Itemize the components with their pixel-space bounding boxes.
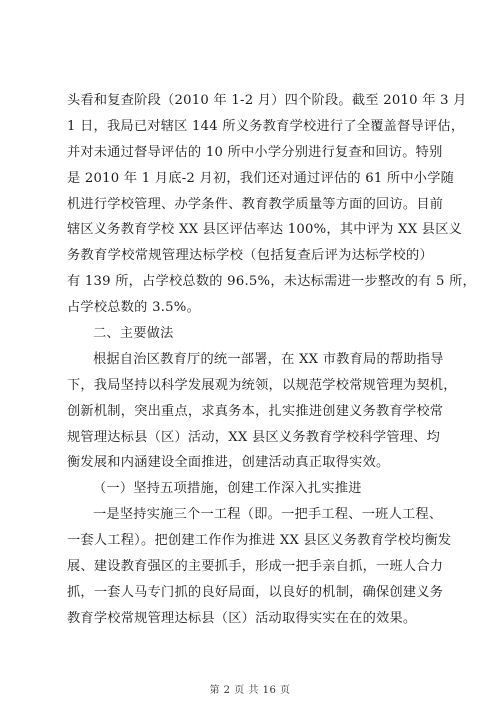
section-heading-main-practices: 二、主要做法 xyxy=(93,326,174,342)
text-line: 并对未通过督导评估的 10 所中小学分别进行复查和回访。特别 xyxy=(67,144,443,160)
text-line: 机进行学校管理、办学条件、教育教学质量等方面的回访。目前 xyxy=(67,196,444,212)
text-line: 头看和复查阶段（2010 年 1-2 月）四个阶段。截至 2010 年 3 月 xyxy=(67,93,467,108)
text-line: 有 139 所，占学校总数的 96.5%，未达标需进一步整改的有 5 所， xyxy=(67,274,476,290)
text-line: 一是坚持实施三个一工程（即。一把手工程、一班人工程、 xyxy=(93,507,443,523)
text-line: 创新机制，突出重点，求真务本，扎实推进创建义务教育学校常 xyxy=(67,403,444,419)
text-line: 教育学校常规管理达标县（区）活动取得实实在在的效果。 xyxy=(67,610,417,626)
text-line: 规管理达标县（区）活动，XX 县区义务教育学校科学管理、均 xyxy=(67,429,441,445)
text-line: 一套人工程）。把创建工作作为推进 XX 县区义务教育学校均衡发 xyxy=(67,533,452,549)
document-body xyxy=(67,88,476,632)
page-number-footer: 第 2 页 共 16 页 xyxy=(209,685,291,696)
text-line: 下，我局坚持以科学发展观为统领，以规范学校常规管理为契机， xyxy=(67,377,457,393)
subsection-heading-five-measures: （一）坚持五项措施，创建工作深入扎实推进 xyxy=(93,481,362,497)
text-line: 是 2010 年 1 月底-2 月初，我们还对通过评估的 61 所中小学随 xyxy=(67,170,455,186)
text-line: 1 日，我局已对辖区 144 所义务教育学校进行了全覆盖督导评估， xyxy=(67,118,465,134)
text-line: 抓，一套人马专门抓的良好局面，以良好的机制，确保创建义务 xyxy=(67,584,444,600)
text-line: 展、建设教育强区的主要抓手，形成一把手亲自抓，一班人合力 xyxy=(67,559,444,575)
paragraph-progress-summary xyxy=(67,88,476,321)
paragraph-deployment xyxy=(67,347,457,476)
text-line: 务教育学校常规管理达标学校（包括复查后评为达标学校的） xyxy=(67,248,433,264)
text-line: 辖区义务教育学校 XX 县区评估率达 100%，其中评为 XX 县区义 xyxy=(67,222,463,238)
text-line: 占学校总数的 3.5%。 xyxy=(67,300,201,316)
text-line: 衡发展和内涵建设全面推进，创建活动真正取得实效。 xyxy=(67,455,390,471)
paragraph-three-projects xyxy=(67,502,452,631)
text-line: 根据自治区教育厅的统一部署，在 XX 市教育局的帮助指导 xyxy=(93,351,444,367)
